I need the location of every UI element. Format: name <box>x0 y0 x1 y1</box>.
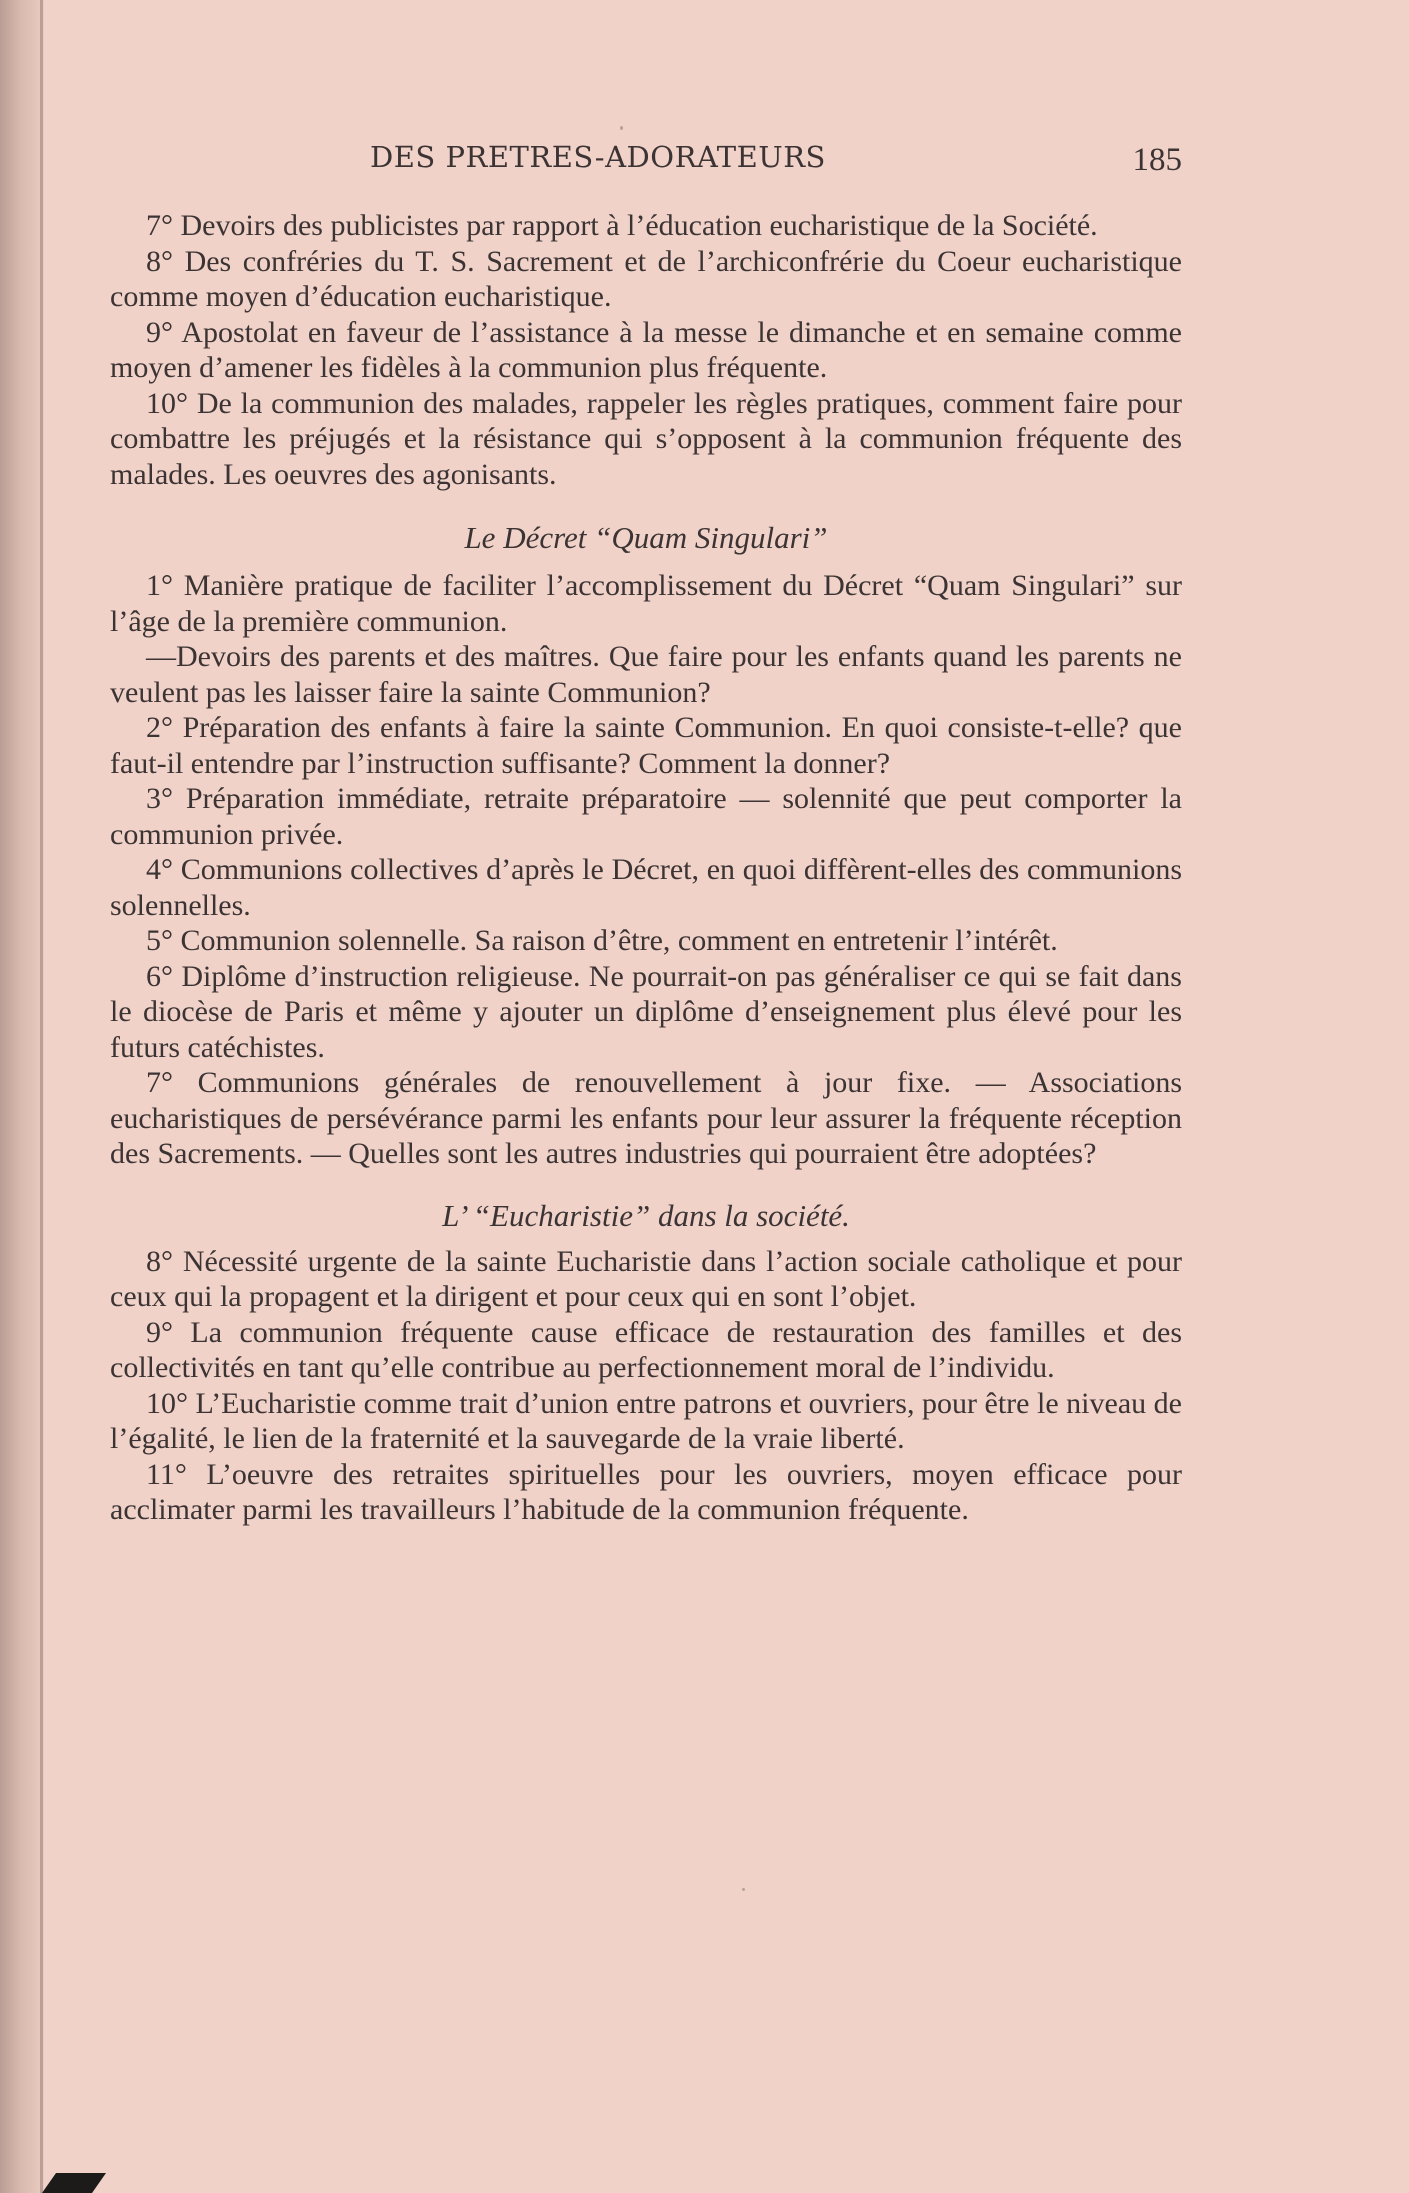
paragraph-item-7: 7° Devoirs des publicistes par rapport à l’éducation eucharistique de la Société. <box>146 209 1098 242</box>
paragraph-decret-6: 6° Diplôme d’instruction religieuse. Ne pourrait-on pas généraliser ce qui se fait dans le diocèse de Paris et même y ajouter un diplôme d’enseignement plus élevé pour les futurs catéchistes. <box>110 959 1182 1064</box>
page-number: 185 <box>1132 142 1182 178</box>
section-heading-decret: Le Décret “Quam Singulari” <box>464 520 828 555</box>
corner-mark <box>42 2173 106 2193</box>
paper-fleck <box>620 126 623 130</box>
page-header <box>110 140 1182 180</box>
paragraph-item-9: 9° Apostolat en faveur de l’assistance à la messe le dimanche et en semaine comme moyen d’amener les fidèles à la communion plus fréquente. <box>110 315 1182 384</box>
paragraph-decret-devoirs: —Devoirs des parents et des maîtres. Que faire pour les enfants quand les parents ne veulent pas les laisser faire la sainte Communion? <box>110 640 1182 709</box>
paragraph-decret-7: 7° Communions générales de renouvellement à jour fixe. — Associations eucharistiques de persévérance parmi les enfants pour leur assurer la fréquente réception des Sacrements. — Quelles sont les autres industries qui pourraient être adoptées? <box>110 1066 1182 1170</box>
page-body <box>110 208 1182 1528</box>
paragraph-decret-5: 5° Communion solennelle. Sa raison d’être, comment en entretenir l’intérêt. <box>146 924 1058 957</box>
paragraph-societe-10: 10° L’Eucharistie comme trait d’union entre patrons et ouvriers, pour être le niveau de l’égalité, le lien de la fraternité et la sauvegarde de la vraie liberté. <box>110 1386 1182 1455</box>
paragraph-societe-11: 11° L’oeuvre des retraites spirituelles pour les ouvriers, moyen efficace pour acclimater parmi les travailleurs l’habitude de la communion fréquente. <box>110 1457 1182 1526</box>
paragraph-societe-9: 9° La communion fréquente cause efficace de restauration des familles et des collectivités en tant qu’elle contribue au perfectionnement moral de l’individu. <box>110 1315 1182 1384</box>
paragraph-societe-8: 8° Nécessité urgente de la sainte Eucharistie dans l’action sociale catholique et pour ceux qui la propagent et la dirigent et pour ceux qui en sont l’objet. <box>110 1244 1182 1313</box>
paragraph-item-10: 10° De la communion des malades, rappeler les règles pratiques, comment faire pour combattre les préjugés et la résistance qui s’opposent à la communion fréquente des malades. Les oeuvres des agonisants. <box>110 386 1182 491</box>
paragraph-decret-2: 2° Préparation des enfants à faire la sainte Communion. En quoi consiste-t-elle? que faut-il entendre par l’instruction suffisante? Comment la donner? <box>110 711 1182 780</box>
paragraph-item-8: 8° Des confréries du T. S. Sacrement et de l’archiconfrérie du Coeur eucharistique comme moyen d’éducation eucharistique. <box>110 244 1182 313</box>
page-binding-shadow <box>0 0 44 2193</box>
section-heading-eucharistie: L’ “Eucharistie” dans la société. <box>442 1197 850 1233</box>
spine-line <box>40 0 43 2193</box>
paragraph-decret-4: 4° Communions collectives d’après le Décret, en quoi diffèrent-elles des communions solennelles. <box>110 853 1182 922</box>
running-title: DES PRETRES-ADORATEURS <box>370 140 826 174</box>
paragraph-decret-3: 3° Préparation immédiate, retraite préparatoire — solennité que peut comporter la communion privée. <box>110 782 1182 851</box>
paper-fleck <box>742 1888 745 1891</box>
paragraph-decret-1: 1° Manière pratique de faciliter l’accomplissement du Décret “Quam Singulari” sur l’âge de la première communion. <box>110 569 1182 638</box>
